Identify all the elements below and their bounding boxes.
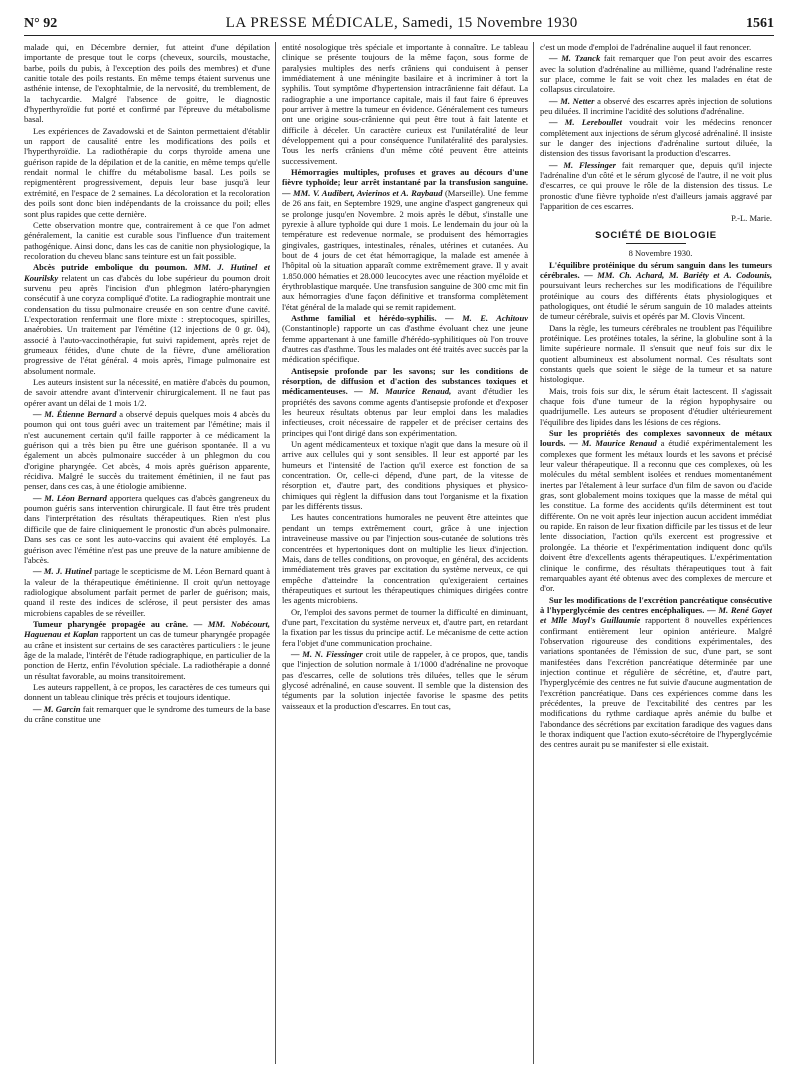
- article-title: L'équilibre protéinique du sérum sanguin dans les tumeurs cérébrales.: [540, 259, 772, 280]
- section-date: 8 Novembre 1930.: [628, 248, 693, 259]
- article-antisepsie: [282, 366, 528, 438]
- commenter: — M. Lereboullet: [549, 117, 623, 128]
- commenter: — M. N. Fiessinger: [291, 648, 363, 659]
- comment-hutinel: [24, 566, 270, 618]
- comment-text: fait remarquer que, depuis qu'il injecte l'adrénaline d'un côté et le sérum glycosé de l'autre, il ne voit plus d'escarres, ce qui prouve le rôle de la distension des tissus. Le pronostic d'une fièvre typhoïde n'est d'ailleurs jamais aggravé par l'apparition de ces escarres.: [540, 159, 772, 212]
- comment-lereboullet: [540, 117, 772, 158]
- column-divider-2: [533, 42, 534, 1064]
- commenter: — M. Étienne Bernard: [33, 409, 117, 420]
- article-text: avant d'étudier les propriétés des savons comme agents d'antisepsie profonde et d'exposer les heureux résultats obtenus par leur emploi dans les maladies infectieuses, croit nécessaire de rappeler et de préciser certains des principes qui l'ont dirigé dans son expérimentation.: [282, 386, 528, 438]
- comment-text: a observé des escarres après injection de solutions peu diluées. Il incrimine l'acidité des solutions d'adrénaline.: [540, 95, 772, 117]
- header-rule: [24, 35, 774, 36]
- comment-text: a observé depuis quelques mois 4 abcès du poumon qui ont tous guéri avec un traitement par l'émétine; mais il n'est aucunement certain qu'il faille rapporter à ce médicament la guérison qui a très bien pu être une guérison spontanée. Il a vu également un abcès pulmonaire succéder à un phlegmon du cou d'origine pharyngée. Cet abcès, 4 mois après guérison apparente, récidiva. Malgré le succès du traitement émétinien, il ne faut pas penser, dans ces cas, à une étiologie amibienne.: [24, 409, 270, 492]
- commenter: — M. Tzanck: [549, 53, 601, 64]
- article-authors: — M. E. Achitouv: [445, 312, 528, 323]
- paragraph: Or, l'emploi des savons permet de tourner la difficulté en diminuant, d'une part, l'excitation du système nerveux et, d'autre part, en retardant la fixation par les tissus du principe actif. Le mécanisme de cette action fera l'objet d'une communication prochaine.: [282, 606, 528, 648]
- section-title: SOCIÉTÉ DE BIOLOGIE: [595, 229, 717, 241]
- article-text: rapportent 8 nouvelles expériences confirmant entièrement leur opinion antérieure. Malgré l'observation rigoureuse des conditions expérimentales, des variations spontanées de l'émission de suc, d'une part, se sont manifestées dans l'excrétion pancréatique déterminée par une injection continue et régulière de sécrétine, et, d'autre part, l'hyperglycémie des centres ne fut suivie d'aucune augmentation de l'excrétion pancréatique. Dans ces expériences comme dans les précédentes, la preuve de l'excitabilité des centres par les modifications du rythme cardiaque après anémie du bulbe et l'abondance des sécrétions par excitation faradique des vagues dans le thorax indiquent que l'action exuto-sécrétoire de l'hyperglycémie des centres aurait pu se manifester si elle existait.: [540, 615, 772, 750]
- article-text: Une femme de 26 ans fait, en Septembre 1929, une angine d'aspect gangreneux qui se prolonge jusqu'en Novembre. 2 mois après le début, s'installe une pyrexie à allure typhoïde qui dure 1 mois. Le lendemain du jour où la température est redevenue normale, se produisent des hémorragies gingivales, gastriques, intestinales, rénales, utérines et cutanées. Au bout de 4 jours de cet état hémorragique, la malade est amenée à l'hôpital où la situation apparaît comme extrêmement grave. Il y avait 1.850.000 hématies et 28.000 leucocytes avec une réaction myéloïde et érythroblastique marquée. Une transfusion sanguine de 300 cmc mit fin aux hémorragies d'une façon définitive et transforma complètement l'état général de la malade qui se remit rapidement.: [282, 187, 528, 312]
- column-3: [540, 42, 772, 1066]
- comment-bernard: [24, 409, 270, 492]
- article-authors: — MM. Nobécourt, Haguenau et Kaplan: [24, 618, 270, 640]
- article-abces: [24, 262, 270, 376]
- article-title: Antisepsie profonde par les savons; sur les conditions de résorption, de diffusion et d'action des substances toxiques et médicamenteuses.: [282, 365, 528, 397]
- article-authors: — MM. Ch. Achard, M. Bariéty et A. Codounis,: [584, 269, 772, 280]
- comment-tzanck: [540, 53, 772, 94]
- paragraph: Mais, trois fois sur dix, le sérum était lactescent. Il s'agissait chaque fois d'une tumeur de la région hypophysaire ou quadrijumelle. Les auteurs se proposent d'étudier ultérieurement l'équilibre des lipides dans les lésions de ces régions.: [540, 385, 772, 427]
- column-1: [24, 42, 270, 1066]
- article-authors: — M. Maurice Renaud: [569, 438, 657, 449]
- article-authors: — M. René Gayet et Mlle Mayl's Guillaumie: [540, 604, 772, 626]
- comment-text: fait remarquer que le syndrome des tumeurs de la base du crâne constitue une: [24, 703, 270, 724]
- article-text: relatent un cas d'abcès du lobe supérieur du poumon droit survenu peu après l'incision d'un phlegmon latéro-pharyngien consécutif à une coryza compliqué d'otite. La radiographie montrait une condensation du tissu pulmonaire creusée en son centre d'une cavité. L'expectoration renfermait une flore mixte : streptocoques, spirilles, anaérobies. Un traitement par l'émétine (12 injections de 0 gr. 04), associé à l'auto-vaccinothérapie, fut suivi rapidement, après rejet de grumeaux fétides, d'une chute de la fièvre, d'une amélioration progressive de l'état général. 4 mois après, l'image pulmonaire est absolument normale.: [24, 272, 270, 376]
- comment-flessinger: [540, 160, 772, 212]
- article-text: (Constantinople) rapporte un cas d'asthme évoluant chez une jeune femme appartenant à une famille d'hérédo-syphilitiques où l'on trouve d'autres cas d'asthme. Tous les malades ont été traités avec succès par la médication spécifique.: [282, 323, 528, 365]
- issue-date: Samedi, 15 Novembre 1930: [402, 15, 578, 31]
- article-title: Abcès putride embolique du poumon.: [33, 262, 188, 273]
- paragraph: Les auteurs insistent sur la nécessité, en matière d'abcès du poumon, de savoir attendre avant d'intervenir chirurgicalement. Il ne faut pas opérer avant un délai de 1 mois 1/2.: [24, 377, 270, 408]
- article-tumeur: [24, 619, 270, 681]
- page-issue-number: N° 92: [24, 16, 58, 31]
- paragraph: c'est un mode d'emploi de l'adrénaline auquel il faut renoncer.: [540, 42, 752, 52]
- paragraph: Dans la règle, les tumeurs cérébrales ne troublent pas l'équilibre protéinique. Les protéines totales, la sérine, la globuline sont à la limite supérieure normale. Il s'ensuit que neuf fois sur dix le quotient albumineux est absolument normal. Ces résultats sont constants quels que soient le siège de la tumeur et sa nature histologique.: [540, 322, 772, 385]
- article-hemorragies: [282, 167, 528, 312]
- comment-leon-bernard: [24, 493, 270, 565]
- article-title: Hémorragies multiples, profuses et graves au décours d'une fièvre typhoïde; leur arrêt instantané par la transfusion sanguine.: [282, 167, 528, 188]
- article-text: poursuivant leurs recherches sur les modifications de l'équilibre protéinique au cours des différents états physiologiques et pathologiques, ont étudié le sérum sanguin de 10 malades atteints de tumeur cérébrale, suivis et opérés par M. Clovis Vincent.: [540, 280, 772, 322]
- article-city: (Marseille).: [444, 187, 486, 198]
- journal-name: LA PRESSE MÉDICALE: [225, 15, 394, 31]
- article-authors: — M. Maurice Renaud,: [354, 386, 452, 397]
- article-text: a étudié expérimentalement les complexes que forment les métaux lourds et les savons et précisé leur valeur thérapeutique. Il a reconnu que ces complexes, où les molécules du métal semblent isolées et rendues momentanément inertes par l'étalement à leur surface d'un film de savon ou d'acide gras, sont globalement moins toxiques que la masse de métal qui les constitue. La forme des accidents qu'ils déterminent est tout différente. On ne voit après leur injection aucun accident immédiat ou rapide. En raison de leur fixation difficile par les tissus et de leur lente dissociation, l'action qu'ils exercent est progressive et prolongée. La théorie et l'expérimentation indiquent donc qu'ils doivent être d'excellents agents thérapeutiques. L'expérimentation clinique le confirme, des résultats thérapeutiques tout à fait remarquables ayant été obtenus avec des complexes de mercure et d'or.: [540, 438, 772, 594]
- article-title: Sur les modifications de l'excrétion pancréatique consécutive à l'hyperglycémie des centres encéphaliques.: [540, 594, 772, 615]
- section-rule: [626, 243, 686, 244]
- comment-text: croit utile de rappeler, à ce propos, que, tandis que l'injection de solution normale à 1/1000 d'adrénaline ne provoque pas d'escarres, celle de solutions très diluées, telles que le sérum glycosé adrénaliné, en cause souvent. Il semble que la distension des téguments par la solution injectée favorise le spasme des petits vaisseaux et la production d'escarres. En tout cas,: [282, 648, 528, 711]
- commenter: — M. J. Hutinel: [33, 566, 92, 577]
- commenter: — M. Netter: [549, 95, 595, 106]
- comment-fiessinger: [282, 649, 528, 711]
- page-number: 1561: [745, 16, 774, 31]
- article-title: Asthme familial et hérédo-syphilis.: [291, 312, 437, 323]
- comment-text: fait remarquer que l'on peut avoir des escarres avec la solution d'adrénaline au millième, quand l'adrénaline reste sur place, comme le fait se voit chez les malades en état de collapsus circulatoire.: [540, 53, 772, 95]
- article-text: rapportent un cas de tumeur pharyngée propagée au crâne et insistent sur certains de ses caractères particuliers : le jeune âge de la malade, l'intérêt de l'étude radiographique, en particulier de la ponction de Hertz, enfin l'évolution spéciale. La radiothérapie a donné un résultat favorable, au moins transitoirement.: [24, 629, 270, 681]
- comment-netter: [540, 96, 772, 117]
- paragraph: malade qui, en Décembre dernier, fut atteint d'une dépilation importante de presque tout le corps (cheveux, sourcils, moustache, barbe, poils du pubis, à l'exception des poils des membres) et d'une canitie totale des poils restants. En même temps étaient survenus une asthénie intense, de l'exophtalmie, de la nervosité, du tremblement, de la tachycardie. Malgré l'absence de goitre, le diagnostic d'hyperthyroïdie fut porté et confirmé par l'épreuve du métabolisme basal.: [24, 42, 270, 125]
- article-savons: [540, 428, 772, 594]
- article-authors: MM. J. Hutinel et Kourilsky: [24, 262, 270, 283]
- comment-garcin: [24, 704, 270, 725]
- paragraph: Les expériences de Zavadowski et de Sainton permettaient d'établir un rapport de causalité entre les modifications des poils et l'hyperthyroïdie. La radiothérapie du corps thyroïde amena une guérison rapide de la dépilation et de la canitie, en même temps qu'elle rendait normal le chiffre du métabolisme basal. Les poils se repigmentèrent progressivement, depuis leur base jusqu'à leur extrémité, en l'espace de 2 semaines. La décoloration et la recoloration des poils sont donc bien indépendants de la croissance du poil; elles sont plus rapides que cette dernière.: [24, 125, 270, 219]
- commenter: — M. Flessinger: [549, 159, 617, 170]
- paragraph: Cette observation montre que, contrairement à ce que l'on admet généralement, la canitie est curable sous l'influence d'un traitement pathogénique. Ainsi donc, dans les cas de canitie non physiologique, la recoloration du cheveu blanc sans teinture est un fait possible.: [24, 219, 270, 261]
- article-title: Sur les propriétés des complexes savonneux de métaux lourds.: [540, 428, 772, 449]
- paragraph: Les hautes concentrations humorales ne peuvent être atteintes que pendant un temps extrêmement court, grâce à une injection intraveineuse massive ou par l'injection sous-cutanée de solutions très concentrées et hypertoniques dont on multiplie les lieux d'injection. Mais, dans de telles conditions, on provoque, en général, des accidents immédiatement très graves par excitation du système nerveux, ce qui empêche d'atteindre la concentration qu'exigeraient certaines thérapeutiques et surtout les thérapeutiques chimiques dirigées contre les agents microbiens.: [282, 512, 528, 606]
- comment-text: voudrait voir les médecins renoncer complètement aux injections de sérum glycosé adrénaliné. Il insiste sur le danger des injections d'adrénaline surtout diluée, la distension des tissus favorisant la production d'escarres.: [540, 117, 772, 159]
- article-title: Tumeur pharyngée propagée au crâne.: [33, 618, 189, 629]
- column-divider-1: [275, 42, 276, 1064]
- article-authors: — MM. V. Audibert, Avierinos et A. Raybaud: [282, 187, 443, 198]
- paragraph: entité nosologique très spéciale et importante à connaître. Le tableau clinique se présente toujours de la même façon, sous forme de paralysies multiples des nerfs crâniens qui conduisent à penser immédiatement à une méningite basilaire et à incriminer à tort la syphilis. Tout symptôme d'hypertension intracrânienne fait défaut. La radiographie a une importance capitale, mais il faut faire 6 épreuves pour arriver à mettre la tumeur en évidence. Généralement ces tumeurs ont une origine sous-crânienne qui peut être tout à fait latente et difficile à déceler. Un caractère curieux est l'unilatéralité de leur développement qui a pour conséquence l'unilatéralité des paralysies. Tous les nerfs crâniens d'un même côté peuvent être atteints successivement.: [282, 42, 528, 166]
- commenter: — M. Léon Bernard: [33, 492, 107, 503]
- comment-text: apportera quelques cas d'abcès gangreneux du poumon guéris sans intervention chirurgicale. Il faut être très prudent dans l'interprétation des résultats thérapeutiques. Rien n'est plus difficile que de faire cliniquement le pronostic d'un abcès pulmonaire. Dans ses cas ce sont les auto-vaccins qui avaient été employés. La guérison avec l'émétine n'est pas une preuve de la nature amibienne de l'abcès.: [24, 492, 270, 565]
- article-asthme: [282, 313, 528, 365]
- column-2: [282, 42, 528, 1066]
- signature: P.-L. Marie.: [731, 212, 772, 223]
- comment-text: partage le scepticisme de M. Léon Bernard quant à la valeur de la thérapeutique émétinienne. Il croit qu'un nettoyage radiologique absolument parfait permet de parler de guérison; mais, quand il reste des indices de sclérose, il peut persister des amas microbiens capables de se réveiller.: [24, 566, 270, 618]
- article-equilibre: [540, 260, 772, 322]
- paragraph: Un agent médicamenteux et toxique n'agit que dans la mesure où il arrive aux cellules qui y sont sensibles. Il leur est apporté par les humeurs et l'intensité de l'action qu'il exerce est fonction de sa concentration. Or, celle-ci dépend, d'une part, de la vitesse de résorption et, d'autre part, des conditions physiques et physico-chimiques qui règlent la diffusion dans tout l'organisme et la fixation par les différents tissus.: [282, 439, 528, 512]
- commenter: — M. Garcin: [33, 703, 81, 714]
- page-header: [24, 8, 774, 32]
- running-title: LA PRESSE MÉDICALE, Samedi, 15 Novembre 1930: [225, 15, 578, 31]
- article-pancreas: [540, 595, 772, 750]
- paragraph: Les auteurs rappellent, à ce propos, les caractères de ces tumeurs qui donnent un tableau clinique très précis et toujours identique.: [24, 681, 270, 703]
